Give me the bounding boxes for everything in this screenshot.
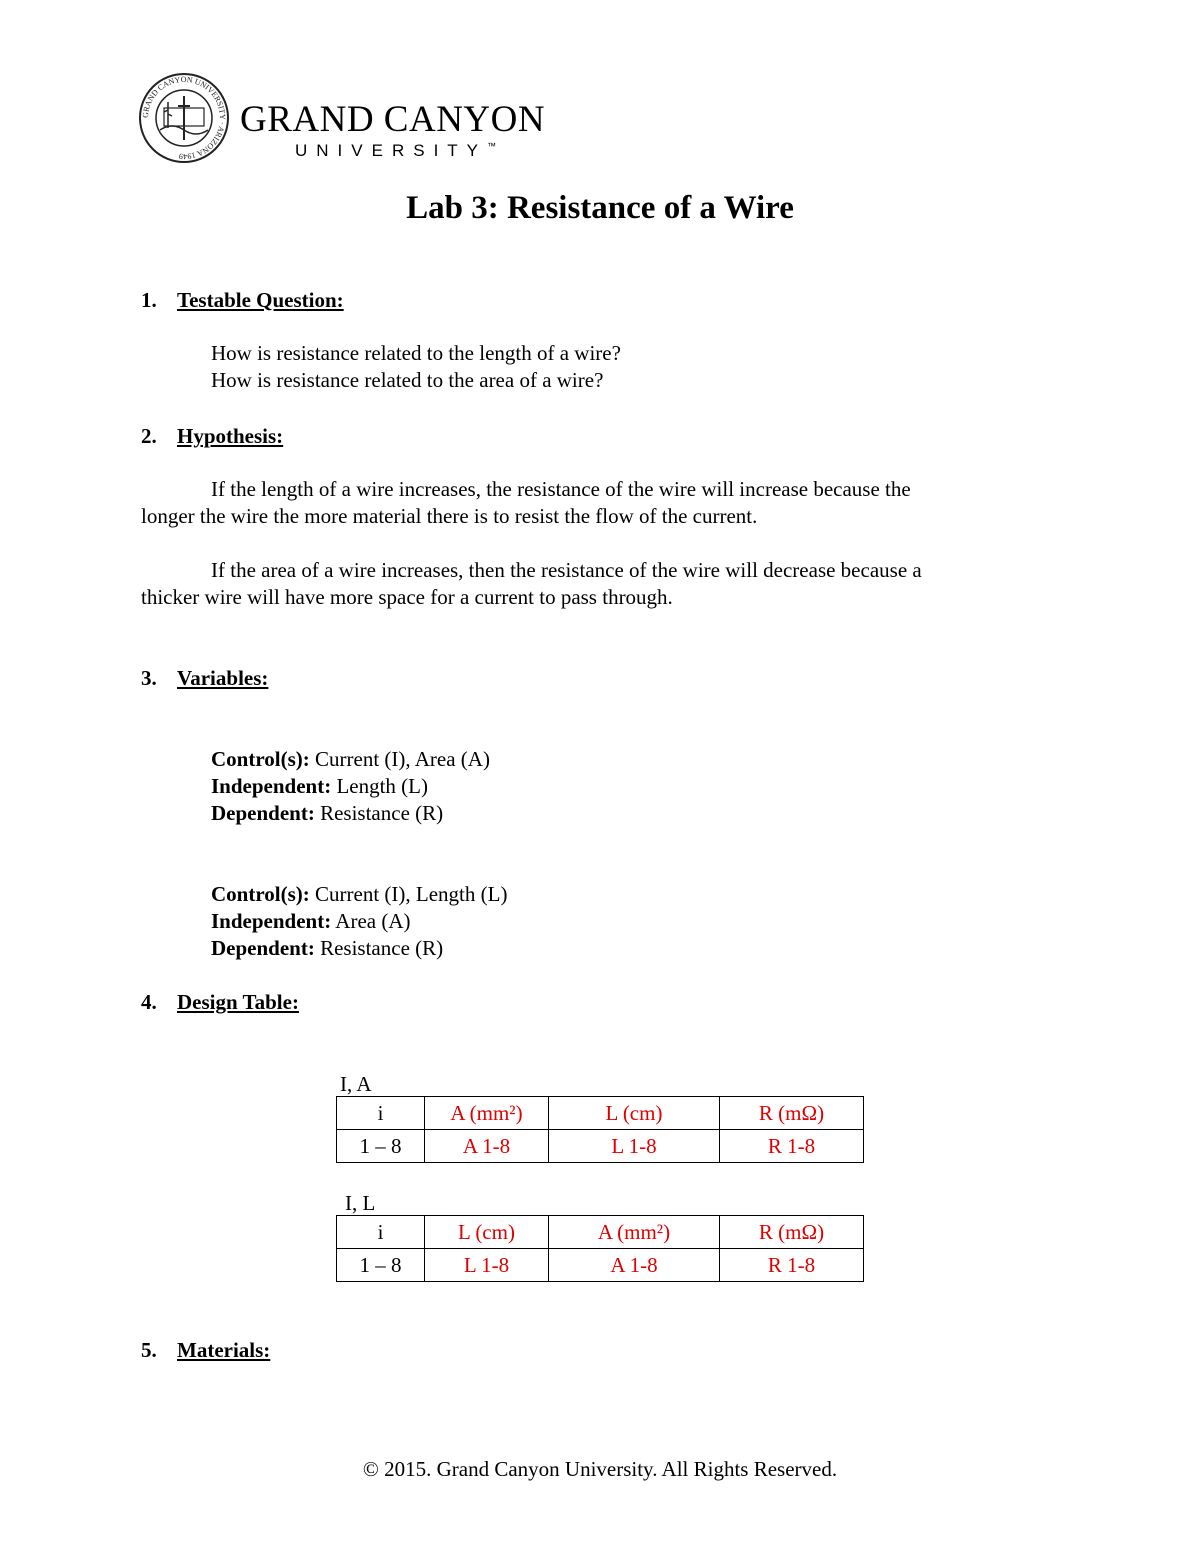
table-cell: L 1-8: [549, 1130, 720, 1163]
variable-dependent: Dependent: Resistance (R): [211, 801, 444, 825]
table-cell: A 1-8: [425, 1130, 549, 1163]
table-cell: 1 – 8: [337, 1249, 425, 1282]
table-cell: R 1-8: [720, 1130, 864, 1163]
table-caption: I, A: [340, 1072, 372, 1096]
question-line: How is resistance related to the area of a wire?: [211, 368, 604, 392]
variable-independent: Independent: Length (L): [211, 774, 428, 798]
section-heading-testable-question: 1. Testable Question:: [141, 288, 344, 312]
variable-control: Control(s): Current (I), Area (A): [211, 747, 490, 771]
table-cell: R (mΩ): [720, 1097, 864, 1130]
copyright-footer: © 2015. Grand Canyon University. All Rights Reserved.: [362, 1457, 838, 1481]
page-title: Lab 3: Resistance of a Wire: [406, 190, 794, 226]
table-caption: I, L: [345, 1191, 376, 1215]
design-table-1: [336, 1096, 864, 1163]
variable-control: Control(s): Current (I), Length (L): [211, 882, 508, 906]
table-cell: i: [337, 1216, 425, 1249]
hypothesis-text: If the length of a wire increases, the resistance of the wire will increase because the: [211, 477, 911, 501]
brand-subtitle: UNIVERSITY™: [295, 141, 497, 160]
variable-independent: Independent: Area (A): [211, 909, 411, 933]
variable-dependent: Dependent: Resistance (R): [211, 936, 444, 960]
table-cell: A 1-8: [549, 1249, 720, 1282]
hypothesis-text: longer the wire the more material there is to resist the flow of the current.: [141, 504, 758, 528]
section-heading-design-table: 4. Design Table:: [141, 990, 299, 1014]
table-header-row: [337, 1097, 864, 1130]
table-row: [337, 1130, 864, 1163]
hypothesis-text: If the area of a wire increases, then the resistance of the wire will decrease because a: [211, 558, 922, 582]
table-cell: R (mΩ): [720, 1216, 864, 1249]
hypothesis-text: thicker wire will have more space for a current to pass through.: [141, 585, 673, 609]
table-cell: A (mm²): [549, 1216, 720, 1249]
table-cell: L (cm): [425, 1216, 549, 1249]
section-heading-variables: 3. Variables:: [141, 666, 269, 690]
section-heading-hypothesis: 2. Hypothesis:: [141, 424, 284, 448]
design-table-2: [336, 1215, 864, 1282]
university-logo: [138, 72, 558, 164]
brand-name: GRAND CANYON: [240, 99, 546, 140]
table-cell: 1 – 8: [337, 1130, 425, 1163]
table-cell: R 1-8: [720, 1249, 864, 1282]
svg-text:GRAND CANYON UNIVERSITY · ARIZ: GRAND CANYON UNIVERSITY · ARIZONA 1949: [140, 74, 228, 162]
table-cell: A (mm²): [425, 1097, 549, 1130]
table-cell: L 1-8: [425, 1249, 549, 1282]
table-header-row: [337, 1216, 864, 1249]
table-cell: L (cm): [549, 1097, 720, 1130]
table-row: [337, 1249, 864, 1282]
table-cell: i: [337, 1097, 425, 1130]
university-seal-icon: [138, 72, 230, 164]
section-heading-materials: 5. Materials:: [141, 1338, 271, 1362]
question-line: How is resistance related to the length of a wire?: [211, 341, 621, 365]
